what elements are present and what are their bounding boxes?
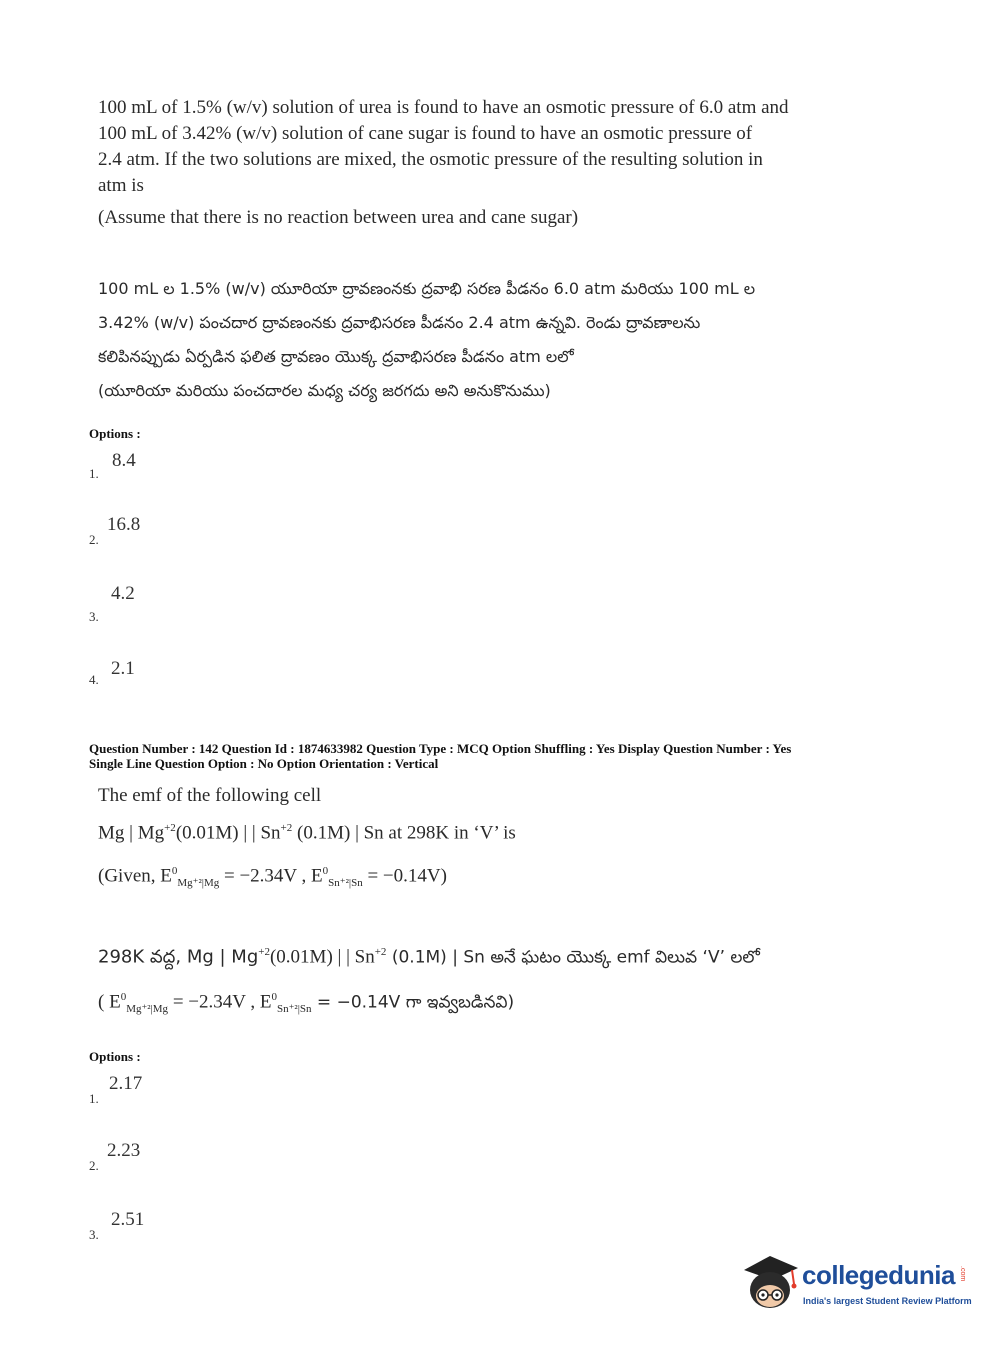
charge-sup: +2: [258, 946, 270, 958]
option-value: 2.17: [109, 1073, 143, 1094]
electrode-sub: Sn⁺²|Sn: [276, 1003, 312, 1016]
tel-part: = −2.34V , E: [168, 991, 272, 1013]
cell-notation: [98, 812, 898, 849]
question-line: 100 mL of 3.42% (w/v) solution of cane sugar is found to have an osmotic pressure of: [98, 123, 753, 144]
electrode-sub: Mg⁺²|Mg: [126, 1003, 169, 1016]
mascot-icon: [740, 1250, 802, 1312]
given-values: [98, 855, 898, 899]
given-part: = −0.14V): [362, 865, 447, 887]
option-value: 2.1: [111, 658, 135, 679]
standard-sup: 0: [271, 991, 277, 1004]
question-note: (Assume that there is no reaction between urea and cane sugar): [98, 207, 579, 228]
given-part: = −2.34V , E: [219, 865, 323, 887]
question-line: The emf of the following cell: [98, 785, 322, 806]
electrode-sub: Mg⁺²|Mg: [177, 877, 220, 890]
standard-sup: 0: [171, 865, 178, 878]
charge-sup: +2: [280, 822, 293, 834]
options-label: Options :: [89, 426, 141, 441]
question-meta-line: Single Line Question Option : No Option Orientation : Vertical: [89, 756, 439, 771]
standard-sup: 0: [120, 991, 127, 1004]
cell-part: (0.01M) | | Sn: [175, 822, 281, 844]
given-part: (Given, E: [98, 865, 172, 887]
option-number: 2.: [89, 532, 99, 547]
option-number: 2.: [89, 1158, 99, 1173]
cell-part: (0.1M) | Sn at 298K in ‘V’ is: [292, 822, 516, 844]
question-line: 2.4 atm. If the two solutions are mixed, the osmotic pressure of the resulting solution in: [98, 149, 763, 170]
question-line-telugu: [98, 932, 918, 977]
option-value: 16.8: [107, 514, 141, 535]
logo-dotcom: .com: [959, 1266, 966, 1282]
question-line-telugu: 100 mL ల 1.5% (w/v) యూరియా ద్రావణంనకు ద్రవాభి సరణ పీడనం 6.0 atm మరియు 100 mL ల: [98, 279, 756, 298]
option-value: 2.23: [107, 1140, 141, 1161]
question-line-telugu: (యూరియా మరియు పంచదారల మధ్య చర్య జరగదు అని అనుకొనుము): [98, 381, 551, 400]
standard-sup: 0: [322, 865, 329, 878]
charge-sup: +2: [164, 822, 176, 834]
logo-tagline: India's largest Student Review Platform: [803, 1296, 972, 1306]
option-value: 2.51: [111, 1209, 145, 1230]
charge-sup: +2: [374, 946, 387, 958]
question-text-telugu: [98, 932, 918, 1029]
option-number: 1.: [89, 1091, 99, 1106]
option-number: 1.: [89, 466, 99, 481]
tel-part: = −0.14V గా ఇవ్వబడినవి): [311, 992, 515, 1013]
tel-part: (0.01M) | | Sn: [269, 946, 375, 968]
option-value: 4.2: [111, 583, 135, 604]
option-number: 3.: [89, 1227, 99, 1242]
question-meta: [89, 741, 979, 771]
logo-wordmark: collegedunia: [802, 1260, 955, 1290]
cell-part: Mg | Mg: [98, 822, 165, 844]
option-number: 4.: [89, 672, 99, 687]
question-line-telugu: [98, 977, 918, 1029]
tel-part: (0.1M) | Sn అనే ఘటం యొక్క emf విలువ ‘V’ లలో: [386, 947, 760, 968]
collegedunia-logo: [740, 1250, 970, 1320]
question-text-english: [98, 95, 888, 231]
option-number: 3.: [89, 609, 99, 624]
tel-part: 298K వద్ద, Mg | Mg: [98, 946, 259, 968]
options-label: Options :: [89, 1049, 141, 1064]
electrode-sub: Sn⁺²|Sn: [328, 877, 363, 890]
question-text-english: [98, 780, 898, 899]
question-line-telugu: కలిపినప్పుడు ఏర్పడిన ఫలిత ద్రావణం యొక్క ద్రవాభిసరణ పీడనం atm లలో: [98, 347, 574, 366]
option-value: 8.4: [112, 450, 136, 471]
question-meta-line: Question Number : 142 Question Id : 1874633982 Question Type : MCQ Option Shuffling : Yes Display Question Number : Yes: [89, 741, 792, 756]
question-line-telugu: 3.42% (w/v) పంచదార ద్రావణంనకు ద్రవాభిసరణ పీడనం 2.4 atm ఉన్నవి. రెండు ద్రావణాలను: [98, 313, 701, 332]
question-text-telugu: [98, 272, 898, 408]
tel-part: ( E: [98, 991, 121, 1013]
question-line: 100 mL of 1.5% (w/v) solution of urea is found to have an osmotic pressure of 6.0 atm and: [98, 97, 789, 118]
question-line: atm is: [98, 175, 144, 196]
